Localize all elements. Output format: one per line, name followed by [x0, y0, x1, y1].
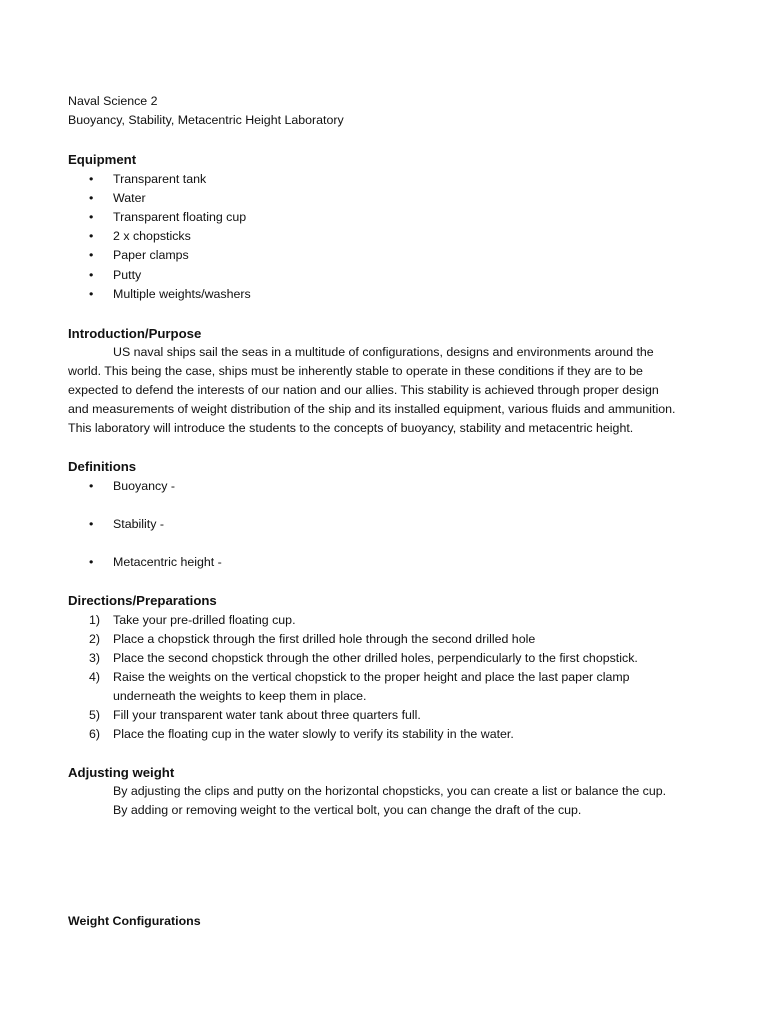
bullet-icon: • — [89, 210, 94, 224]
paragraph-line: By adding or removing weight to the vertical bolt, you can change the draft of the cup. — [113, 803, 582, 817]
bullet-icon: • — [89, 517, 94, 531]
paragraph-line: expected to defend the interests of our nation and our allies. This stability is achieved through proper design — [68, 383, 659, 397]
paragraph-line: By adjusting the clips and putty on the horizontal chopsticks, you can create a list or balance the cup. — [113, 784, 667, 798]
paragraph-line: This laboratory will introduce the students to the concepts of buoyancy, stability and metacentric height. — [68, 421, 634, 435]
bullet-icon: • — [89, 479, 94, 493]
course-title: Naval Science 2 — [68, 94, 158, 108]
equipment-heading: Equipment — [68, 152, 137, 167]
bullet-icon: • — [89, 555, 94, 569]
lab-title: Buoyancy, Stability, Metacentric Height Laboratory — [68, 113, 344, 127]
paragraph-line: and measurements of weight distribution of the ship and its installed equipment, various fluids and ammunition. — [68, 402, 676, 416]
introduction-heading: Introduction/Purpose — [68, 326, 202, 341]
paragraph-line: world. This being the case, ships must be inherently stable to operate in these conditions if they are to be — [68, 364, 643, 378]
weight-configurations-heading: Weight Configurations — [68, 914, 201, 928]
bullet-icon: • — [89, 229, 94, 243]
bullet-icon: • — [89, 172, 94, 186]
document-page: Naval Science 2 Buoyancy, Stability, Metacentric Height Laboratory Equipment • Transparent tank • Water • Transparent floating cup • 2 x chopsticks • Paper clamps • Putty • Multiple weights/washers Introduction/Purpose US naval ships sail the seas in a multitude of configurations, designs and environments around the world. This being the case, ships must be inherently stable to operate in these conditions if they are to be expected to defend the interests of our nation and our allies. This stability is achieved through proper design and measurements of weight distribution of the ship and its installed equipment, various fluids and ammunition. This laboratory will introduce the students to the concepts of buoyancy, stability and metacentric height. Definitions • Buoyancy - • Stability - • Metacentric height - Directions/Preparations 1) Take your pre-drilled floating cup. 2) Place a chopstick through the first drilled hole through the second drilled hole 3) Place the second chopstick through the other drilled holes, perpendicularly to the first chopstick. 4) Raise the weights on the vertical chopstick to the proper height and place the last paper clamp underneath the weights to keep them in place. 5) Fill your transparent water tank about three quarters full. 6) Place the floating cup in the water slowly to verify its stability in the water. Adjusting weight By adjusting the clips and putty on the horizontal chopsticks, you can create a list or balance the cup. By adding or removing weight to the vertical bolt, you can change the draft of the cup. Weight Configurations — [0, 0, 768, 1024]
bullet-icon: • — [89, 268, 94, 282]
definitions-heading: Definitions — [68, 459, 137, 474]
bullet-icon: • — [89, 191, 94, 205]
paragraph-line: US naval ships sail the seas in a multitude of configurations, designs and environments around the — [113, 345, 654, 359]
bullet-icon: • — [89, 287, 94, 301]
bullet-icon: • — [89, 248, 94, 262]
directions-heading: Directions/Preparations — [68, 593, 217, 608]
adjusting-heading: Adjusting weight — [68, 765, 175, 780]
